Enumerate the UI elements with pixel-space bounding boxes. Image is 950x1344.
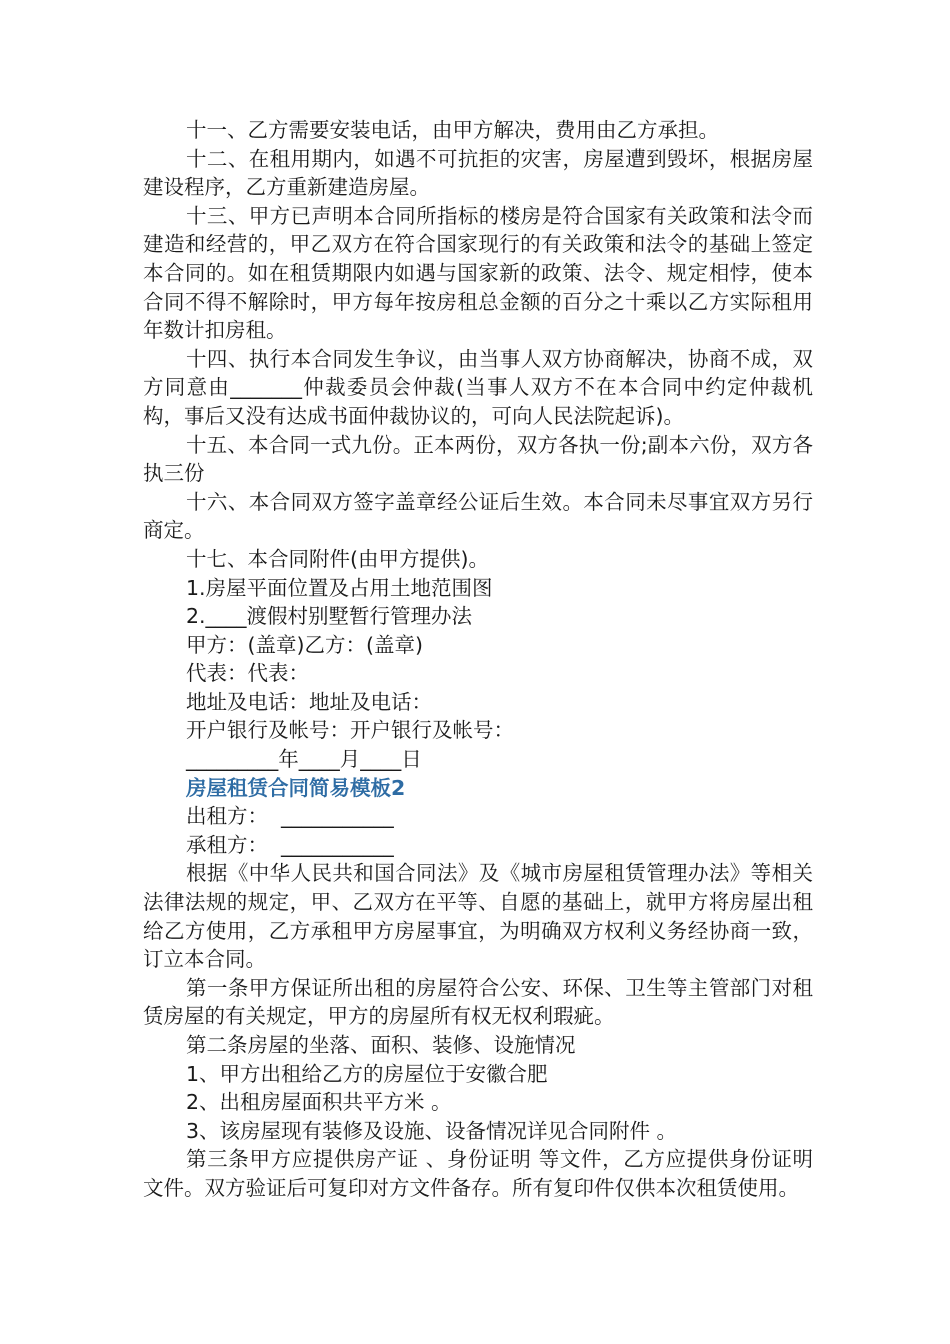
clause-15: 十五、本合同一式九份。正本两份，双方各执一份;副本六份，双方各执三份: [143, 432, 813, 486]
document-body: [143, 116, 813, 1203]
signature-address: 地址及电话：地址及电话：: [186, 689, 432, 714]
article-1: 第一条甲方保证所出租的房屋符合公安、环保、卫生等主管部门对租赁房屋的有关规定，甲方的房屋所有权无权利瑕疵。: [143, 975, 813, 1029]
attachment-2: 2.____渡假村别墅暂行管理办法: [186, 604, 473, 629]
article-2: 第二条房屋的坐落、面积、装修、设施情况: [186, 1033, 576, 1057]
clause-14: 十四、执行本合同发生争议，由当事人双方协商解决，协商不成，双方同意由_______仲裁委员会仲裁(当事人双方不在本合同中约定仲裁机构，事后又没有达成书面仲裁协议的，可向人民法院起诉)。: [143, 346, 813, 428]
clause-12: 十二、在租用期内，如遇不可抗拒的灾害，房屋遭到毁坏，根据房屋建设程序，乙方重新建造房屋。: [143, 146, 813, 200]
clause-17: 十七、本合同附件(由甲方提供)。: [186, 546, 489, 571]
signature-date: _________年____月____日: [186, 747, 422, 772]
article-2-item-2: 2、出租房屋面积共平方米 。: [186, 1090, 452, 1115]
section-heading: 房屋租赁合同简易模板2: [186, 775, 406, 800]
signature-bank: 开户银行及帐号：开户银行及帐号：: [186, 718, 514, 743]
attachment-1: 1.房屋平面位置及占用土地范围图: [186, 575, 493, 600]
lessor-line: 出租方： ___________: [186, 804, 394, 829]
lessee-line: 承租方： ___________: [186, 832, 394, 857]
intro-paragraph: 根据《中华人民共和国合同法》及《城市房屋租赁管理办法》等相关法律法规的规定，甲、乙双方在平等、自愿的基础上，就甲方将房屋出租给乙方使用，乙方承租甲方房屋事宜，为明确双方权利义务经协商一致，订立本合同。: [143, 861, 813, 972]
article-3: 第三条甲方应提供房产证 、身份证明 等文件，乙方应提供身份证明文件。双方验证后可复印对方文件备存。所有复印件仅供本次租赁使用。: [143, 1147, 813, 1200]
clause-11: 十一、乙方需要安装电话，由甲方解决，费用由乙方承担。: [186, 118, 719, 142]
article-2-item-1: 1、甲方出租给乙方的房屋位于安徽合肥: [186, 1061, 548, 1086]
signature-representative: 代表：代表：: [186, 661, 309, 686]
article-2-item-3: 3、该房屋现有装修及设施、设备情况详见合同附件 。: [186, 1118, 678, 1143]
signature-party: 甲方：(盖章)乙方：(盖章): [186, 632, 423, 657]
clause-13: 十三、甲方已声明本合同所指标的楼房是符合国家有关政策和法令而建造和经营的，甲乙双方在符合国家现行的有关政策和法令的基础上签定本合同的。如在租赁期限内如遇与国家新的政策、法令、规定相悖，使本合同不得不解除时，甲方每年按房租总金额的百分之十乘以乙方实际租用年数计扣房租。: [143, 203, 813, 343]
clause-16: 十六、本合同双方签字盖章经公证后生效。本合同未尽事宜双方另行商定。: [143, 489, 813, 543]
